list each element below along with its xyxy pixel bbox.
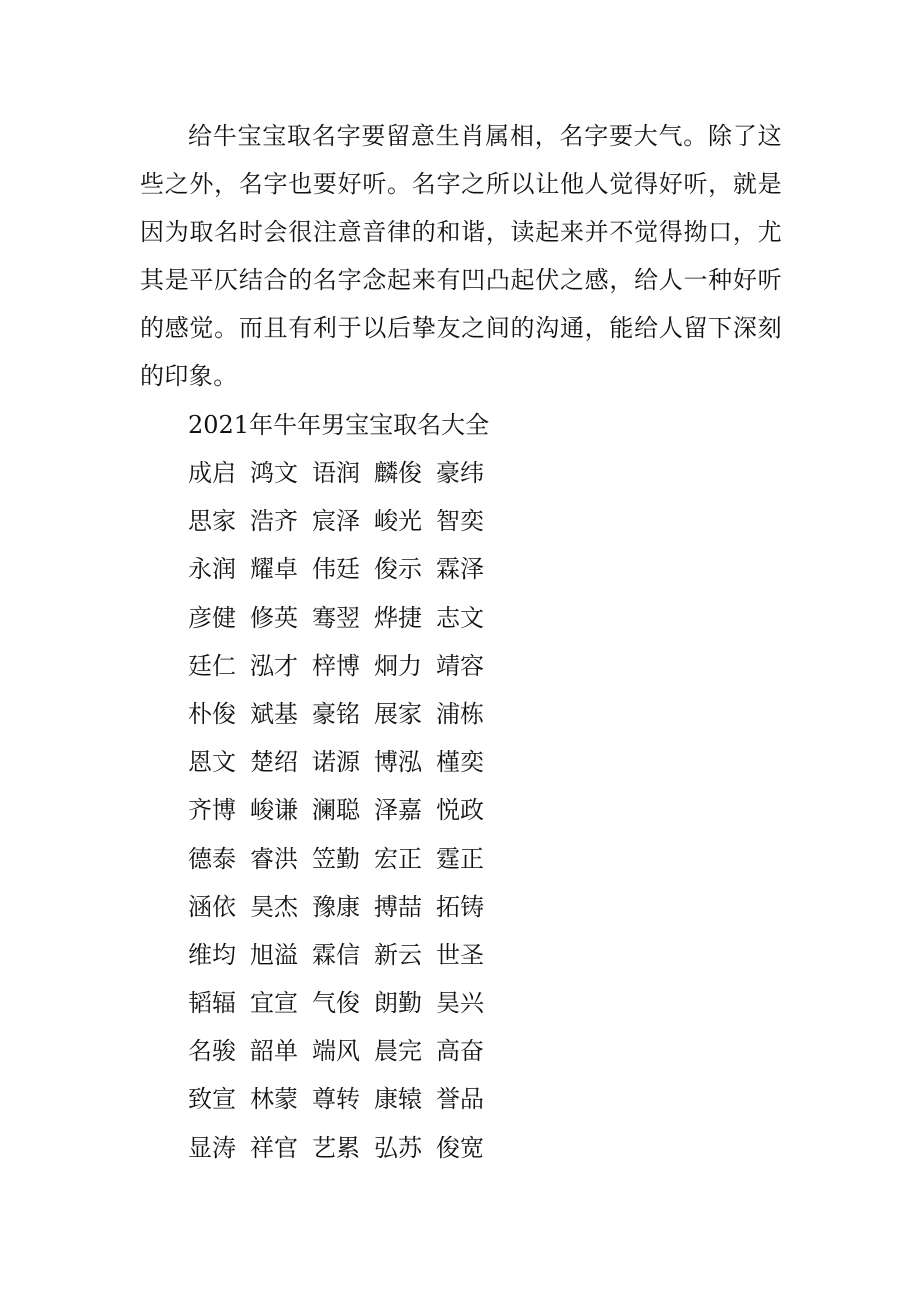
name-item: 峻光	[374, 507, 422, 536]
name-item: 永润	[188, 555, 236, 584]
name-item: 成启	[188, 459, 236, 487]
name-item: 世圣	[436, 940, 484, 969]
name-item: 宜宣	[250, 989, 298, 1018]
name-item: 宏正	[374, 844, 422, 873]
name-item: 耀卓	[250, 555, 298, 584]
intro-paragraph: 给牛宝宝取名字要留意生肖属相，名字要大气。除了这些之外，名字也要好听。名字之所以让他人觉得好听，就是因为取名时会很注意音律的和谐，读起来并不觉得拗口，尤其是平仄结合的名字念起来有凹凸起伏之感，给人一种好听的感觉。而且有利于以后挚友之间的沟通，能给人留下深刻的印象。	[140, 122, 782, 390]
name-item: 朗勤	[374, 989, 422, 1018]
name-row	[188, 1075, 498, 1123]
name-item: 高奋	[436, 1037, 484, 1066]
name-item: 显涛	[188, 1133, 236, 1162]
name-item: 霖泽	[436, 555, 484, 584]
name-item: 斌基	[250, 699, 298, 728]
name-row	[188, 594, 498, 642]
name-row	[188, 690, 498, 738]
name-item: 豪铭	[312, 699, 360, 728]
name-row	[188, 835, 498, 883]
name-item: 俊示	[374, 555, 422, 584]
name-item: 德泰	[188, 844, 236, 873]
name-row	[188, 883, 498, 931]
name-item: 峻谦	[250, 796, 298, 825]
name-item: 霖信	[312, 940, 360, 969]
name-list	[188, 449, 498, 1172]
name-item: 尊转	[312, 1085, 360, 1114]
name-item: 麟俊	[374, 459, 422, 487]
name-item: 俊宽	[436, 1133, 484, 1162]
name-item: 浦栋	[436, 699, 484, 728]
name-item: 悦政	[436, 796, 484, 825]
name-item: 泓才	[250, 651, 298, 680]
name-item: 骞翌	[312, 603, 360, 632]
name-item: 韬辐	[188, 989, 236, 1018]
name-item: 槿奕	[436, 748, 484, 777]
name-item: 思家	[188, 507, 236, 536]
name-item: 拓铸	[436, 892, 484, 921]
name-item: 修英	[250, 603, 298, 632]
name-row	[188, 979, 498, 1027]
name-item: 梓博	[312, 651, 360, 680]
name-item: 搏喆	[374, 892, 422, 921]
name-item: 炯力	[374, 651, 422, 680]
name-item: 端风	[312, 1037, 360, 1066]
name-item: 新云	[374, 940, 422, 969]
name-item: 旭溢	[250, 940, 298, 969]
name-item: 睿洪	[250, 844, 298, 873]
name-item: 博泓	[374, 748, 422, 777]
name-item: 韶单	[250, 1037, 298, 1066]
name-item: 齐博	[188, 796, 236, 825]
name-item: 康辕	[374, 1085, 422, 1114]
name-item: 艺累	[312, 1133, 360, 1162]
name-row	[188, 1124, 498, 1172]
name-item: 伟廷	[312, 555, 360, 584]
name-item: 昊兴	[436, 989, 484, 1018]
name-item: 彦健	[188, 603, 236, 632]
name-item: 宸泽	[312, 507, 360, 536]
name-row	[188, 738, 498, 786]
list-title: 2021年牛年男宝宝取名大全	[188, 411, 490, 439]
name-item: 智奕	[436, 507, 484, 536]
name-item: 豫康	[312, 892, 360, 921]
name-item: 誉品	[436, 1085, 484, 1114]
name-item: 笠勤	[312, 844, 360, 873]
name-item: 展家	[374, 699, 422, 728]
name-item: 祥官	[250, 1133, 298, 1162]
name-item: 霆正	[436, 844, 484, 873]
name-item: 维均	[188, 940, 236, 969]
name-item: 致宣	[188, 1085, 236, 1114]
name-row	[188, 786, 498, 834]
name-item: 诺源	[312, 748, 360, 777]
name-item: 晨完	[374, 1037, 422, 1066]
name-item: 浩齐	[250, 507, 298, 536]
name-item: 语润	[312, 459, 360, 487]
name-item: 廷仁	[188, 651, 236, 680]
name-item: 恩文	[188, 748, 236, 777]
name-item: 澜聪	[312, 796, 360, 825]
name-item: 名骏	[188, 1037, 236, 1066]
name-row	[188, 449, 498, 497]
name-item: 昊杰	[250, 892, 298, 921]
name-item: 志文	[436, 603, 484, 632]
name-item: 楚绍	[250, 748, 298, 777]
name-row	[188, 545, 498, 593]
name-item: 弘苏	[374, 1133, 422, 1162]
name-item: 烨捷	[374, 603, 422, 632]
name-item: 涵依	[188, 892, 236, 921]
name-item: 气俊	[312, 989, 360, 1018]
name-item: 靖容	[436, 651, 484, 680]
name-item: 豪纬	[436, 459, 484, 487]
name-row	[188, 931, 498, 979]
name-row	[188, 497, 498, 545]
name-item: 鸿文	[250, 459, 298, 487]
name-item: 朴俊	[188, 699, 236, 728]
name-row	[188, 1027, 498, 1075]
name-row	[188, 642, 498, 690]
name-item: 林蒙	[250, 1085, 298, 1114]
name-item: 泽嘉	[374, 796, 422, 825]
